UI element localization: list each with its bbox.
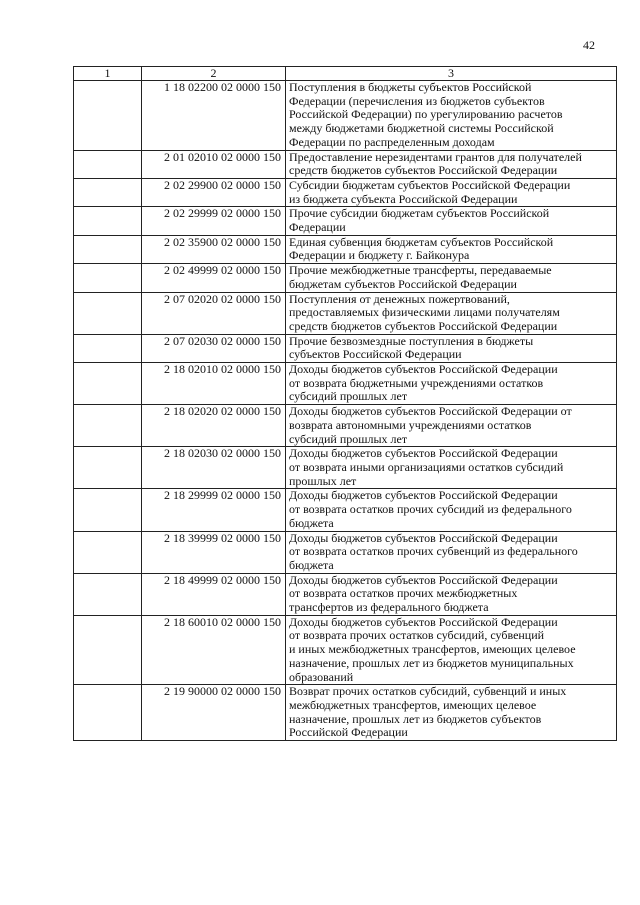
empty-cell: [74, 363, 142, 405]
table-row: [74, 150, 617, 178]
table-row: [74, 685, 617, 741]
budget-classification-table: [73, 66, 617, 741]
description-line: Субсидии бюджетам субъектов Российской Федерации: [289, 177, 571, 192]
table-row: [74, 573, 617, 615]
budget-code-cell: 1 18 02200 02 0000 150: [142, 81, 286, 151]
description-line: бюджета: [289, 557, 334, 572]
table-body: [74, 81, 617, 741]
description-cell: [286, 178, 617, 206]
empty-cell: [74, 531, 142, 573]
description-line: межбюджетных трансфертов, имеющих целевое: [289, 697, 537, 712]
budget-code-cell: 2 18 60010 02 0000 150: [142, 615, 286, 685]
description-line: бюджетам субъектов Российской Федерации: [289, 276, 517, 291]
table-row: [74, 531, 617, 573]
description-line: средств бюджетов субъектов Российской Федерации: [289, 163, 558, 178]
description-line: от возврата бюджетными учреждениями остатков: [289, 375, 544, 390]
description-line: Возврат прочих остатков субсидий, субвенций и иных: [289, 684, 567, 699]
description-cell: [286, 292, 617, 334]
budget-code-cell: 2 18 39999 02 0000 150: [142, 531, 286, 573]
table-row: [74, 207, 617, 235]
description-cell: [286, 447, 617, 489]
empty-cell: [74, 615, 142, 685]
description-line: между бюджетами бюджетной системы Российской: [289, 121, 554, 136]
table-row: [74, 292, 617, 334]
description-cell: [286, 615, 617, 685]
description-line: от возврата прочих остатков субсидий, субвенций: [289, 628, 545, 643]
empty-cell: [74, 334, 142, 362]
description-line: Доходы бюджетов субъектов Российской Федерации: [289, 614, 558, 629]
empty-cell: [74, 264, 142, 292]
description-line: Доходы бюджетов субъектов Российской Федерации: [289, 362, 558, 377]
description-cell: [286, 81, 617, 151]
description-line: образований: [289, 669, 354, 684]
description-cell: [286, 334, 617, 362]
table-header-row: [74, 67, 617, 81]
empty-cell: [74, 235, 142, 263]
description-line: Доходы бюджетов субъектов Российской Федерации: [289, 488, 558, 503]
description-cell: [286, 489, 617, 531]
empty-cell: [74, 150, 142, 178]
budget-code-cell: 2 02 35900 02 0000 150: [142, 235, 286, 263]
description-line: от возврата остатков прочих субвенций из федерального: [289, 544, 578, 559]
description-line: от возврата остатков прочих межбюджетных: [289, 586, 518, 601]
empty-cell: [74, 178, 142, 206]
empty-cell: [74, 573, 142, 615]
page-number: 42: [583, 38, 595, 52]
description-line: субсидий прошлых лет: [289, 389, 408, 404]
description-line: Доходы бюджетов субъектов Российской Федерации: [289, 572, 558, 587]
budget-code-cell: 2 07 02020 02 0000 150: [142, 292, 286, 334]
column-header-3: 3: [286, 67, 617, 81]
description-line: Прочие безвозмездные поступления в бюджеты: [289, 333, 534, 348]
empty-cell: [74, 81, 142, 151]
table-row: [74, 81, 617, 151]
table-row: [74, 235, 617, 263]
budget-code-cell: 2 02 29999 02 0000 150: [142, 207, 286, 235]
table-row: [74, 334, 617, 362]
description-line: Доходы бюджетов субъектов Российской Федерации от: [289, 404, 572, 419]
empty-cell: [74, 489, 142, 531]
budget-code-cell: 2 19 90000 02 0000 150: [142, 685, 286, 741]
table-row: [74, 489, 617, 531]
empty-cell: [74, 292, 142, 334]
budget-code-cell: 2 02 49999 02 0000 150: [142, 264, 286, 292]
description-cell: [286, 264, 617, 292]
table-row: [74, 363, 617, 405]
description-line: трансфертов из федерального бюджета: [289, 600, 489, 615]
table-row: [74, 615, 617, 685]
description-line: Прочие субсидии бюджетам субъектов Российской: [289, 206, 550, 221]
table-row: [74, 447, 617, 489]
budget-code-cell: 2 18 02010 02 0000 150: [142, 363, 286, 405]
budget-code-cell: 2 18 02020 02 0000 150: [142, 405, 286, 447]
description-line: Поступления в бюджеты субъектов Российской: [289, 80, 532, 94]
description-line: от возврата остатков прочих субсидий из федерального: [289, 502, 572, 517]
description-line: Российской Федерации: [289, 725, 408, 740]
table-row: [74, 178, 617, 206]
description-line: Доходы бюджетов субъектов Российской Федерации: [289, 446, 558, 461]
description-line: Российской Федерации) по урегулированию расчетов: [289, 107, 563, 122]
empty-cell: [74, 207, 142, 235]
table-row: [74, 264, 617, 292]
table-row: [74, 405, 617, 447]
description-line: Федерации: [289, 220, 346, 235]
description-line: субсидий прошлых лет: [289, 431, 408, 446]
column-header-1: 1: [74, 67, 142, 81]
description-cell: [286, 685, 617, 741]
description-line: Федерации (перечисления из бюджетов субъектов: [289, 93, 545, 108]
description-line: возврата автономными учреждениями остатков: [289, 417, 532, 432]
column-header-2: 2: [142, 67, 286, 81]
description-line: Прочие межбюджетные трансферты, передаваемые: [289, 263, 552, 278]
description-cell: [286, 405, 617, 447]
description-line: и иных межбюджетных трансфертов, имеющих целевое: [289, 642, 576, 657]
description-cell: [286, 531, 617, 573]
description-cell: [286, 207, 617, 235]
budget-code-cell: 2 18 29999 02 0000 150: [142, 489, 286, 531]
description-cell: [286, 363, 617, 405]
budget-code-cell: 2 01 02010 02 0000 150: [142, 150, 286, 178]
description-line: предоставляемых физическими лицами получателям: [289, 305, 560, 320]
description-line: из бюджета субъекта Российской Федерации: [289, 191, 518, 206]
description-line: прошлых лет: [289, 473, 357, 488]
budget-code-cell: 2 07 02030 02 0000 150: [142, 334, 286, 362]
description-line: Доходы бюджетов субъектов Российской Федерации: [289, 530, 558, 545]
empty-cell: [74, 447, 142, 489]
description-line: Федерации по распределенным доходам: [289, 134, 495, 149]
description-cell: [286, 235, 617, 263]
description-line: от возврата иными организациями остатков субсидий: [289, 459, 564, 474]
description-line: назначение, прошлых лет из бюджетов муниципальных: [289, 655, 574, 670]
description-line: бюджета: [289, 515, 334, 530]
description-line: субъектов Российской Федерации: [289, 347, 462, 362]
description-line: Предоставление нерезидентами грантов для получателей: [289, 149, 582, 164]
description-line: средств бюджетов субъектов Российской Федерации: [289, 318, 558, 333]
description-line: Поступления от денежных пожертвований,: [289, 291, 510, 306]
description-cell: [286, 573, 617, 615]
description-line: назначение, прошлых лет из бюджетов субъектов: [289, 711, 542, 726]
budget-code-cell: 2 18 02030 02 0000 150: [142, 447, 286, 489]
budget-code-cell: 2 02 29900 02 0000 150: [142, 178, 286, 206]
description-cell: [286, 150, 617, 178]
description-line: Федерации и бюджету г. Байконура: [289, 248, 470, 263]
empty-cell: [74, 685, 142, 741]
description-line: Единая субвенция бюджетам субъектов Российской: [289, 234, 554, 249]
empty-cell: [74, 405, 142, 447]
budget-code-cell: 2 18 49999 02 0000 150: [142, 573, 286, 615]
